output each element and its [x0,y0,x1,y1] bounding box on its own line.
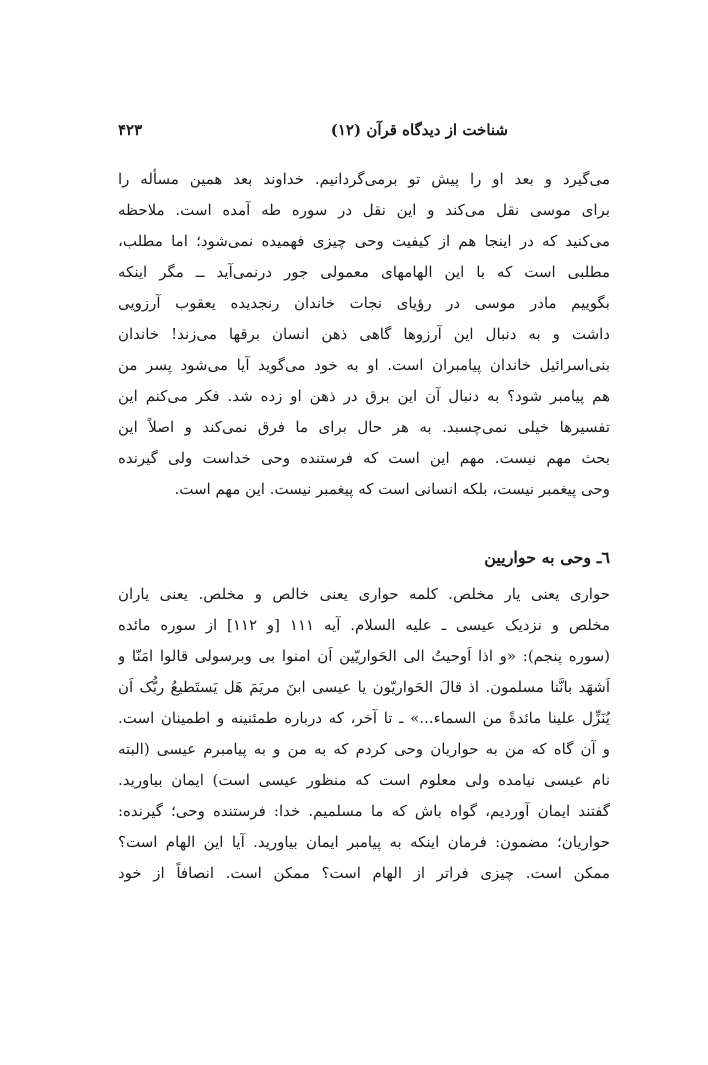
text-line: (سوره پنجم): «و اذا اَوحیتُ الی الحَواریّین اَن امنوا بی وبرسولی قالوا امَنّا و [118,647,610,665]
text-line: بحث مهم نیست. مهم این است که فرستنده وحی خداست ولی گیرنده [118,449,610,467]
text-line: هم پیامبر شود؟ به دنبال آن این برق در ذهن او زده شد. فکر می‌کنم این [118,387,610,405]
text-line: می‌کنید که در اینجا هم از کیفیت وحی چیزی فهمیده نمی‌شود؛ اما مطلب، [118,232,610,250]
text-line: داشت و به دنبال این آرزوها گاهی ذهن انسان برقها می‌زند! خاندان [118,325,610,343]
text-line: اَشهَد بانَّنا مسلمون. اذ قالَ الحَواریّون یا عیسی ابنَ مریَمَ هَل یَستَطیعُ ربُّک اَن [118,678,610,696]
text-line: برای موسی نقل می‌کند و این نقل در سوره طه آمده است. ملاحظه [118,201,610,219]
text-line: گفتند ایمان آوردیم، گواه باش که ما مسلمیم. خدا: فرستنده وحی؛ گیرنده: [118,802,610,820]
text-line: و آن گاه که من به حواریان وحی کردم که به من و به پیامبرم عیسی (البته [118,740,610,758]
text-line: نام عیسی نیامده ولی معلوم است که منظور عیسی است) ایمان بیاورید. [118,771,610,789]
text-line: حواری یعنی یار مخلص. کلمه حواری یعنی خالص و مخلص. یعنی یاران [118,585,610,603]
text-line: یُنَزِّل علینا مائدةً من السماء...» ـ تا آخر، که درباره طمئنینه و اطمینان است. [118,709,610,727]
text-line: مطلبی است که با این الهامهای معمولی جور درنمی‌آید ــ مگر اینکه [118,263,610,281]
text-line: بگوییم مادر موسی در رؤیای نجات خاندان رنجدیده یعقوب آرزویی [118,294,610,312]
running-title: شناخت از دیدگاه قرآن (۱۲) [330,121,508,139]
text-line: ممکن است. چیزی فراتر از الهام است؟ ممکن است. انصافاً از خود [118,864,610,882]
text-line: مخلص و نزدیک عیسی ـ علیه السلام. آیه ۱۱۱ [و ۱۱۲] از سوره مائده [118,616,610,634]
text-line: بنی‌اسرائیل خاندان پیامبران است. او به خود می‌گوید آیا می‌شود پسر من [118,356,610,374]
section-heading: ٦ـ وحی به حواریین [484,548,610,567]
text-line: حواریان؛ مضمون: فرمان اینکه به پیامبر ایمان بیاورید. آیا این الهام است؟ [118,833,610,851]
text-line: وحی پیغمبر نیست، بلکه انسانی است که پیغمبر نیست. این مهم است. [174,480,610,498]
text-line: می‌گیرد و بعد او را پیش تو برمی‌گردانیم. خداوند بعد همین مسأله را [118,170,610,188]
text-line: تفسیرها خیلی نمی‌چسبد. به هر حال برای ما فرق نمی‌کند و اصلاً این [118,418,610,436]
running-header [118,121,610,143]
page-number: ۴۲۳ [118,121,143,139]
